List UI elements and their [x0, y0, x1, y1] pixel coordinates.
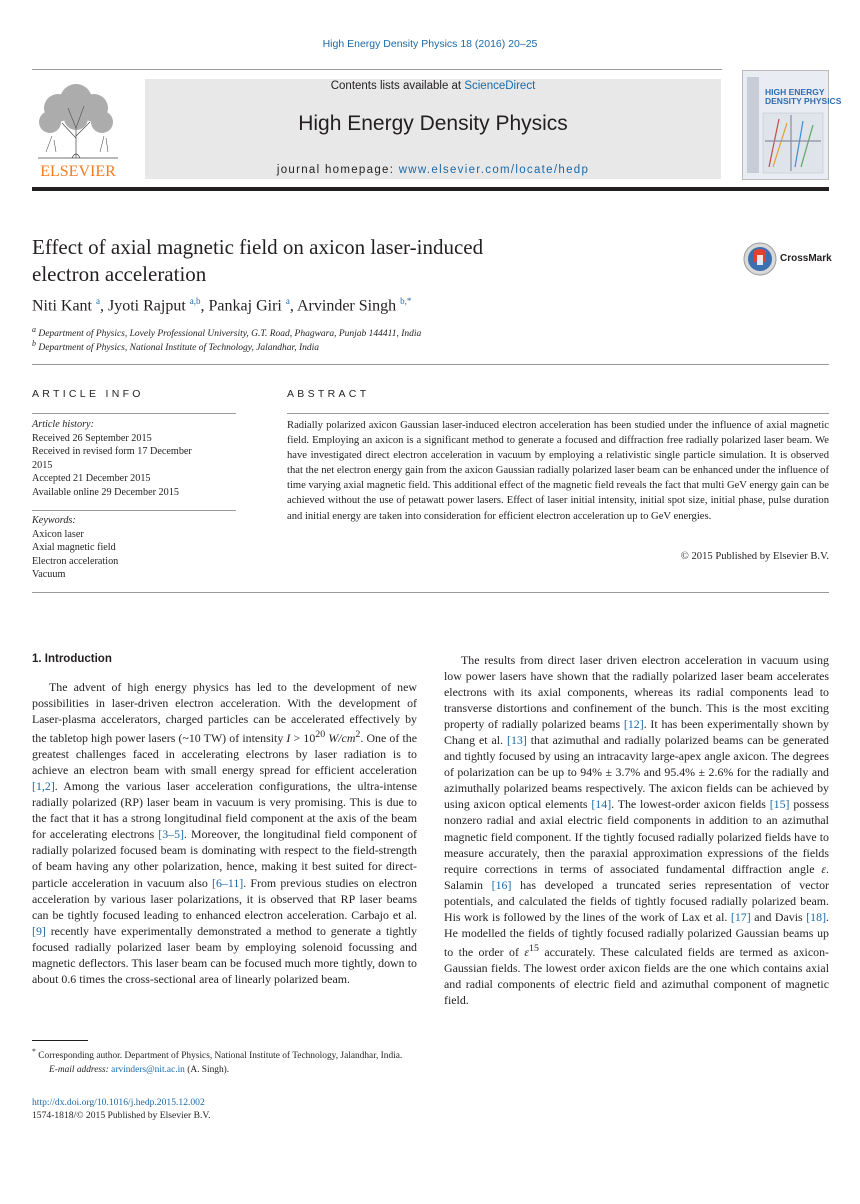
citation-link[interactable]: [12]: [623, 717, 644, 732]
abstract-text: Radially polarized axicon Gaussian laser-induced electron acceleration has been studied under the influence of axial magnetic field. Employing an axicon is a significant method to generate a focused and diffraction free radially polarized laser beam. We have investigated direct electron acceleration in vacuum by employing a relativistic single particle simulation. It is observed that the net electron energy gain from the axicon Gaussian radially polarized laser beam can be enhanced under the influence of time varying axial magnetic field. This additional effect of the magnetic field reveals the fact that multi GeV energy gain can be achieved without the use of petawatt power lasers. Effect of laser initial intensity, initial spot size, initial phase, pulse duration and initial energy are taken into consideration for efficient electron acceleration up to GeV energies.: [287, 420, 829, 522]
text-run: . He modelled the fields of tightly focused radially polarized Gaussian beams up to the order of: [444, 909, 830, 959]
email-suffix: (A. Singh).: [184, 1064, 230, 1075]
cover-title-line2: DENSITY PHYSICS: [765, 96, 842, 106]
abstract-heading: ABSTRACT: [287, 388, 370, 400]
author-name[interactable]: Jyoti Rajput: [108, 297, 186, 315]
article-info-heading: ARTICLE INFO: [32, 388, 144, 400]
article-title: [32, 234, 652, 288]
journal-cover-icon: [743, 71, 842, 179]
math-exp: 20: [315, 729, 326, 741]
citation-link[interactable]: [6–11]: [211, 875, 244, 890]
keyword: Electron acceleration: [32, 555, 119, 567]
text-run: and Davis: [750, 909, 807, 924]
affiliation-a: [32, 325, 421, 339]
citation-link[interactable]: [9]: [32, 923, 46, 938]
keyword: Axicon laser: [32, 528, 84, 540]
article-history: [32, 418, 242, 499]
abstract-rule: [287, 413, 829, 414]
title-line-1: Effect of axial magnetic field on axicon laser-induced: [32, 235, 484, 259]
text-run: . The lowest-order axicon fields: [611, 797, 770, 812]
text-run: . Salamin: [444, 861, 829, 892]
crossmark-label[interactable]: CrossMark: [780, 253, 832, 264]
text-run: . From previous studies on electron acceleration by various laser polarizations, it is observed that RP laser beams can be tightly focused leading to enhanced electron acceleration. Carbajo et al.: [32, 875, 418, 922]
math-unit: W/cm: [325, 731, 356, 746]
homepage-prefix: journal homepage:: [276, 164, 399, 176]
author-affil-mark[interactable]: a: [96, 296, 100, 306]
text-run: possess nonzero radial and axial electric field components in addition to an azimuthal magnetic field component. If the tightly focused radially polarized fields have to measure accurately, then the paraxial approximation expressions of the fields require corrections in terms of associated fundamental diffraction angle: [444, 797, 829, 876]
article-info-rule: [32, 413, 236, 414]
email-label: E-mail address:: [49, 1064, 112, 1075]
footnote-star: *: [32, 1047, 36, 1056]
top-rule: [32, 69, 722, 70]
author-affil-mark[interactable]: b,*: [400, 296, 412, 306]
history-line: 2015: [32, 459, 53, 471]
citation-link[interactable]: [16]: [491, 877, 512, 892]
front-matter-bottom-rule: [32, 592, 829, 593]
header-thick-rule: [32, 187, 829, 191]
keyword: Vacuum: [32, 569, 66, 580]
history-line: Received in revised form 17 December: [32, 446, 192, 457]
affil-text: Department of Physics, Lovely Professional University, G.T. Road, Phagwara, Punjab 144411, India: [38, 329, 422, 340]
math-exp: 2: [355, 729, 361, 741]
keywords-rule: [32, 510, 236, 511]
intro-paragraph-2: [444, 652, 829, 1008]
keywords: [32, 514, 242, 582]
text-run: . Moreover, the longitudinal field component of radially polarized focused beam is dominating with respect to the field-strength of beam having any other polarization, hence, making it best suited for direct-particle acceleration in vacuum also: [32, 827, 417, 890]
citation-link[interactable]: [14]: [591, 797, 612, 812]
corresponding-author-footnote: [32, 1045, 422, 1077]
section-heading-introduction: 1. Introduction: [32, 653, 112, 665]
text-run: that azimuthal and radially polarized beams can be generated and tightly focused by using an intracavity large-apex angle axicon. The degrees of polarization can be up to 94% ± 3.7% and 95.4% ± 2.6% for the radially and azimuthally polarized beams respectively. The axicon fields can be achieved by using axicon optical elements: [444, 733, 829, 812]
abstract-copyright: © 2015 Published by Elsevier B.V.: [680, 551, 829, 562]
history-label: Article history:: [32, 419, 94, 430]
text-run: accurately. These calculated fields are termed as axicon-Gaussian fields. The lowest order axicon fields are the one which contains axial and radial components of electric field and azimuthal component of magnetic field.: [444, 944, 829, 1007]
text-run: . One of the greatest challenges faced in accelerating electrons by laser radiation is to achieve an electron beam with small energy spread for efficient acceleration: [32, 731, 418, 778]
crossmark-icon: [743, 241, 779, 277]
history-line: Received 26 September 2015: [32, 432, 152, 444]
text-run: has developed a truncated series representation of vector potentials, and calculated the fields of tightly focused radially polarized beam. His work is followed by the lines of the work of Lax et al.: [444, 877, 829, 924]
doi-link[interactable]: http://dx.doi.org/10.1016/j.hedp.2015.12.002: [32, 1097, 205, 1108]
author-name[interactable]: Arvinder Singh: [296, 297, 397, 315]
author-sep: ,: [200, 297, 209, 315]
keyword: Axial magnetic field: [32, 542, 116, 553]
text-run: The advent of high energy physics has led to the development of new possibilities in laser-driven electron acceleration. With the development of Laser-plasma accelerators, charged particles can be accelerated effectively by the tabletop high power lasers (~10 TW) of intensity: [32, 680, 417, 746]
citation-link[interactable]: [17]: [730, 909, 751, 924]
text-run: . Among the various laser acceleration configurations, the ultra-intense radially polarized (RP) laser beam in vacuum is very promising. This is due to the fact that it has a strong longitudinal field component at the axis of the beam for accelerating electrons: [32, 779, 417, 842]
affil-mark: b: [32, 339, 36, 348]
intro-paragraph-1: [32, 679, 417, 987]
elsevier-wordmark: ELSEVIER: [40, 163, 116, 180]
contents-prefix: Contents lists available at: [330, 80, 465, 92]
elsevier-tree-icon: [32, 78, 124, 180]
email-link[interactable]: arvinders@nit.ac.in: [111, 1064, 185, 1075]
text-run: . It has been experimentally shown by Chang et al.: [444, 717, 830, 748]
author-name[interactable]: Niti Kant: [32, 297, 92, 315]
citation-link[interactable]: [1,2]: [32, 779, 55, 794]
author-sep: ,: [100, 297, 108, 315]
citation-link[interactable]: [18]: [806, 909, 827, 924]
history-line: Available online 29 December 2015: [32, 486, 179, 498]
homepage-link[interactable]: www.elsevier.com/locate/hedp: [398, 164, 590, 176]
title-line-2: electron acceleration: [32, 262, 207, 286]
body-column-right: [444, 652, 829, 1008]
author-affil-mark[interactable]: a: [285, 296, 290, 306]
text-run: recently have experimentally demonstrated a method to generate a tightly focused radially polarized laser beam by employing solenoid focussing and magnetic deflectors. This laser beam can be focused much more tightly, down to about 0.6 times the cross-sectional area of linearly polarized beam.: [32, 923, 417, 986]
author-list: [32, 296, 411, 315]
footnote-rule: [32, 1040, 88, 1041]
affiliation-b: [32, 339, 319, 353]
math-var: ε: [821, 861, 827, 876]
citation-link[interactable]: [3–5]: [158, 827, 185, 842]
cover-title-line1: HIGH ENERGY: [765, 87, 825, 97]
divider-rule: [32, 364, 829, 365]
author-affil-mark[interactable]: a,b: [189, 296, 201, 306]
running-head[interactable]: High Energy Density Physics 18 (2016) 20–25: [322, 38, 538, 50]
affil-mark: a: [32, 325, 36, 334]
elsevier-logo[interactable]: [32, 78, 124, 180]
author-sep: ,: [289, 297, 297, 315]
math-var: I: [286, 731, 291, 746]
text-run: The results from direct laser driven electron acceleration in vacuum using low power lasers have shown that the radially polarized laser beam accelerates electrons with its axial components, whereas its radial components lead to transverse distortions and confinement of the bunch. This is the most exciting property of radially polarized beams: [444, 653, 829, 732]
history-line: Accepted 21 December 2015: [32, 473, 151, 484]
math-text: > 10: [290, 731, 316, 746]
body-column-left: [32, 652, 417, 987]
citation-link[interactable]: [13]: [507, 733, 527, 748]
citation-link[interactable]: [15]: [769, 797, 790, 812]
math-exp: 15: [529, 942, 539, 954]
keywords-label: Keywords:: [32, 515, 76, 526]
journal-cover[interactable]: [742, 70, 842, 180]
sciencedirect-link[interactable]: ScienceDirect: [464, 80, 536, 92]
issn-line: 1574-1818/© 2015 Published by Elsevier B.V.: [32, 1110, 211, 1121]
author-name[interactable]: Pankaj Giri: [208, 297, 282, 315]
journal-name: High Energy Density Physics: [298, 112, 568, 135]
contents-line: [145, 80, 721, 92]
homepage-line: [145, 164, 721, 176]
affil-text: Department of Physics, National Institute of Technology, Jalandhar, India: [38, 343, 320, 354]
footnote-text: Corresponding author. Department of Physics, National Institute of Technology, Jalandhar, India.: [35, 1051, 403, 1062]
math-var: ε: [524, 944, 530, 959]
